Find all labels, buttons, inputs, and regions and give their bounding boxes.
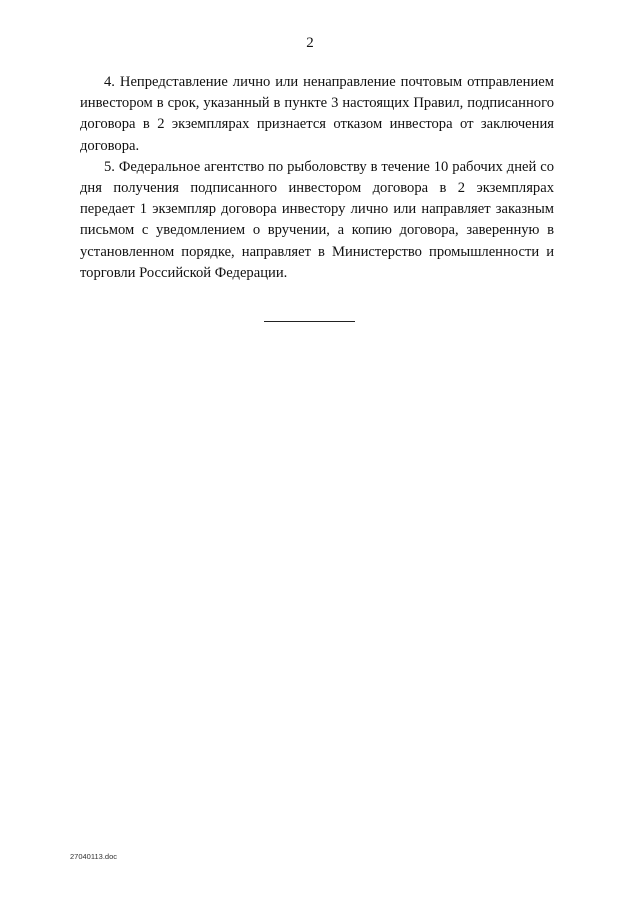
paragraph-5: 5. Федеральное агентство по рыболовству в течение 10 рабочих дней со дня получения подписанного инвестором договора в 2 экземплярах передает 1 экземпляр договора инвестору лично или направляет заказным письмом с уведомлением о вручении, а копию договора, заверенную в установленном порядке, направляет в Министерство промышленности и торговли Российской Федерации. [80,158,554,281]
document-body [80,72,554,284]
footer-file-code: 27040113.doc [70,852,117,861]
paragraph-4: 4. Непредставление лично или ненаправление почтовым отправлением инвестором в срок, указанный в пункте 3 настоящих Правил, подписанного договора в 2 экземплярах признается отказом инвестора от заключения договора. [80,74,554,154]
end-separator-line [264,321,355,322]
page-number: 2 [306,35,314,51]
